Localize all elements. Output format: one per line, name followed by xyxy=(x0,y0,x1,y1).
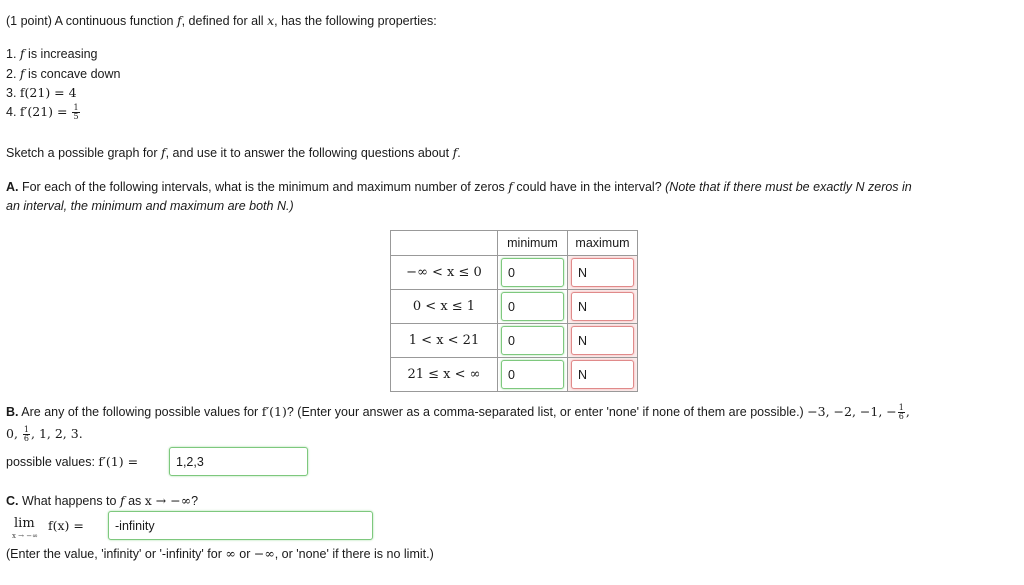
part-c-hint: (Enter the value, 'infinity' or '-infinity' for ∞ or −∞, or 'none' if there is no limit.) xyxy=(6,546,434,561)
property-1: 1. f is increasing xyxy=(6,46,98,61)
limit-input[interactable] xyxy=(108,511,373,540)
interval-label: 0 < x ≤ 1 xyxy=(391,290,498,324)
part-b-values: 0, $\frac{1}{6}$ , 1, 2, 3. xyxy=(6,425,83,444)
col-maximum: maximum xyxy=(568,231,638,256)
min-input-row3[interactable] xyxy=(501,326,564,355)
possible-values-label: possible values: f′(1) = xyxy=(6,454,139,469)
property-4: 4. f′(21) = $\frac{1}{5}$ xyxy=(6,103,79,122)
max-input-row4[interactable] xyxy=(571,360,634,389)
possible-values-input[interactable] xyxy=(169,447,308,476)
property-3: 3. f(21) = 4 xyxy=(6,85,77,100)
interval-label: 21 ≤ x < ∞ xyxy=(391,358,498,392)
limit-subscript: x → −∞ xyxy=(12,532,38,540)
max-input-row2[interactable] xyxy=(571,292,634,321)
col-minimum: minimum xyxy=(498,231,568,256)
sketch-instruction: Sketch a possible graph for f, and use it to answer the following questions about f. xyxy=(6,145,461,160)
part-a-note: an interval, the minimum and maximum are both N.) xyxy=(6,199,294,213)
interval-label: −∞ < x ≤ 0 xyxy=(391,256,498,290)
limit-fx: f(x) = xyxy=(48,518,84,533)
min-input-row4[interactable] xyxy=(501,360,564,389)
table-row xyxy=(391,290,638,324)
part-c-question: C. What happens to f as x → −∞? xyxy=(6,493,199,508)
table-row xyxy=(391,358,638,392)
part-b-question: B. Are any of the following possible values for f′(1)? (Enter your answer as a comma-separated list, or enter 'none' if none of them are possible.) −3, −2, −1, − $\frac{1}{6}$ , xyxy=(6,403,910,422)
limit-expression: lim xyxy=(14,516,35,531)
min-input-row2[interactable] xyxy=(501,292,564,321)
problem-header: (1 point) A continuous function f, defined for all x, has the following properties: xyxy=(6,13,437,28)
table-row xyxy=(391,256,638,290)
interval-label: 1 < x < 21 xyxy=(391,324,498,358)
max-input-row3[interactable] xyxy=(571,326,634,355)
min-input-row1[interactable] xyxy=(501,258,564,287)
property-2: 2. f is concave down xyxy=(6,66,121,81)
zeros-table xyxy=(390,230,638,392)
table-corner xyxy=(391,231,498,256)
part-a-question: A. For each of the following intervals, what is the minimum and maximum number of zeros f could have in the interval? (Note that if there must be exactly N zeros in xyxy=(6,179,912,194)
max-input-row1[interactable] xyxy=(571,258,634,287)
table-row xyxy=(391,324,638,358)
